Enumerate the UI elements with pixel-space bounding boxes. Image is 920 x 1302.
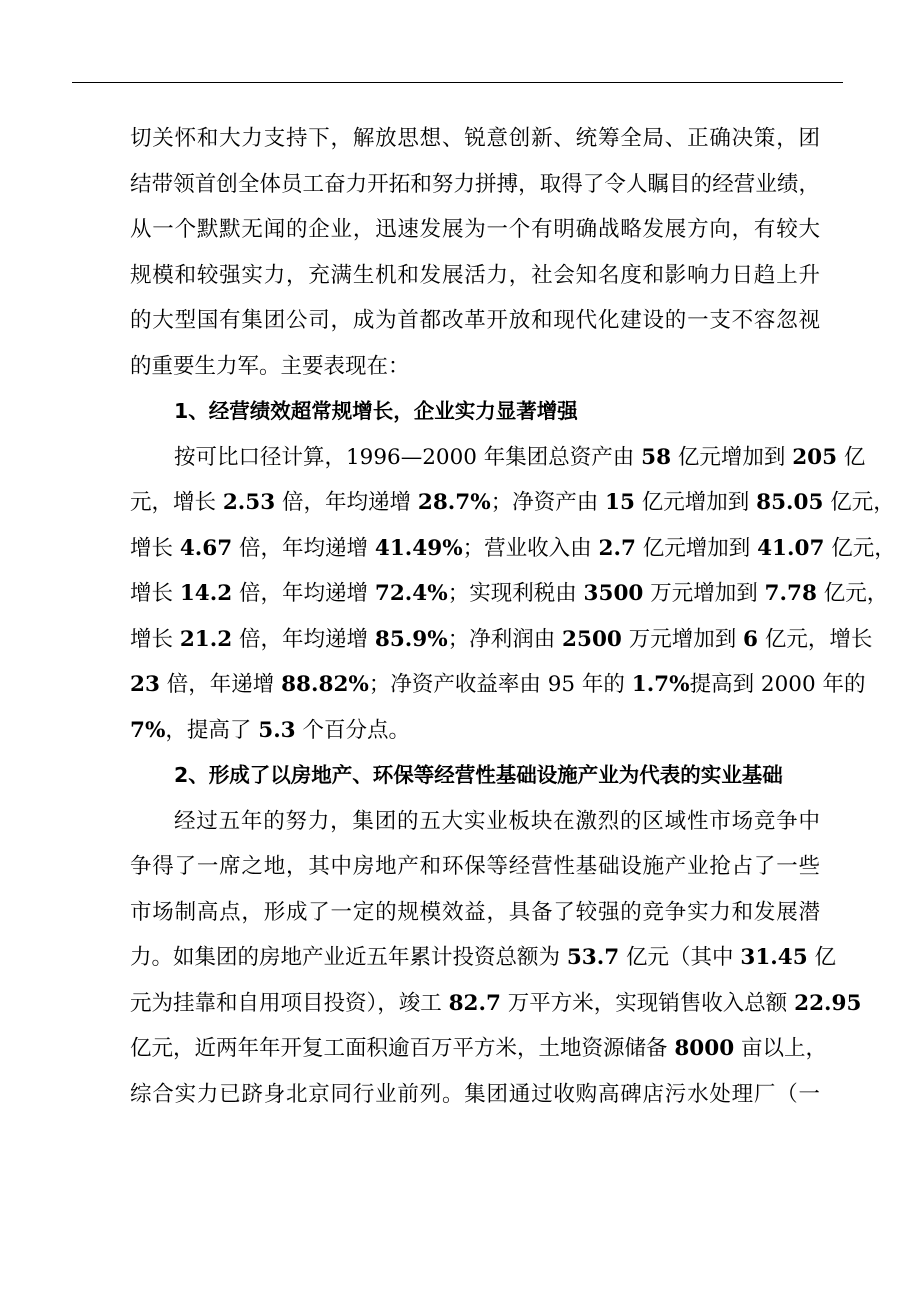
body-text xyxy=(130,116,896,1117)
text-line xyxy=(130,526,896,572)
bold-figure: 2.53 xyxy=(222,490,276,515)
text-line: 切关怀和大力支持下，解放思想、锐意创新、统筹全局、正确决策，团 xyxy=(130,126,820,151)
text-segment: 万平方米，实现销售收入总额 xyxy=(500,990,795,1016)
bold-figure: 22.95 xyxy=(794,990,862,1016)
text-segment: 增长 xyxy=(130,535,180,561)
text-segment: 倍，年均递增 xyxy=(232,535,375,561)
bold-figure: 205 xyxy=(792,444,838,470)
text-segment: 亿元，增长 xyxy=(758,626,873,652)
text-segment: 倍，年均递增 xyxy=(232,626,375,652)
text-line xyxy=(130,890,820,936)
text-segment: 市场制高点，形成了一定的规模效益，具备了较强的竞争实力和发展潜 xyxy=(130,899,820,925)
text-segment: 个百分点。 xyxy=(295,717,410,743)
text-line xyxy=(130,480,895,526)
text-segment: 亿元增加到 xyxy=(635,535,758,561)
bold-figure: 15 xyxy=(605,490,635,515)
text-line xyxy=(130,662,866,708)
bold-figure: 23 xyxy=(130,672,160,697)
bold-figure: 21.2 xyxy=(179,626,233,652)
text-segment: 亿元， xyxy=(824,535,896,561)
bold-figure: 2.7 xyxy=(598,535,636,561)
text-line xyxy=(130,708,820,754)
text-segment: 亿元（其中 xyxy=(619,945,741,970)
bold-figure: 5.3 xyxy=(258,717,296,743)
text-line xyxy=(130,571,889,617)
text-segment: ；净资产收益率由 95 年的 xyxy=(368,672,632,697)
text-line: 从一个默默无闻的企业，迅速发展为一个有明确战略发展方向，有较大 xyxy=(130,217,820,242)
text-line xyxy=(174,799,820,845)
text-segment: 亿元， xyxy=(816,581,889,606)
bold-figure: 58 xyxy=(641,444,672,470)
text-line xyxy=(130,844,820,890)
text-segment: 元为挂靠和自用项目投资），竣工 xyxy=(130,990,449,1016)
text-line xyxy=(130,981,862,1027)
bold-figure: 7.78 xyxy=(764,581,817,606)
bold-figure: 14.2 xyxy=(179,581,233,606)
text-segment: 亿元， xyxy=(823,490,895,515)
bold-figure: 41.07 xyxy=(757,535,825,561)
text-line: 的大型国有集团公司，成为首都改革开放和现代化建设的一支不容忽视 xyxy=(130,308,820,333)
text-segment: 万元增加到 xyxy=(621,626,744,652)
text-segment: 万元增加到 xyxy=(643,581,765,606)
text-segment: ；实现利税由 xyxy=(447,581,584,606)
text-segment: 增长 xyxy=(130,626,180,652)
bold-figure: 72.4% xyxy=(374,581,448,606)
text-line xyxy=(130,1026,828,1072)
text-segment: 倍，年递增 xyxy=(159,672,282,697)
text-segment: 倍，年均递增 xyxy=(232,581,375,606)
text-segment: 亿元，近两年年开复工面积逾百万平方米，土地资源储备 xyxy=(130,1036,675,1061)
text-segment: 元，增长 xyxy=(130,490,223,515)
text-segment: 综合实力已跻身北京同行业前列。集团通过收购高碑店污水处理厂（一 xyxy=(130,1081,820,1107)
section-heading-2: 2、形成了以房地产、环保等经营性基础设施产业为代表的实业基础 xyxy=(174,763,783,787)
text-segment: 亿元增加到 xyxy=(671,444,793,470)
bold-figure: 1.7% xyxy=(631,672,690,697)
text-line xyxy=(130,935,837,981)
bold-figure: 28.7% xyxy=(417,490,491,515)
bold-figure: 53.7 xyxy=(566,945,620,970)
bold-figure: 88.82% xyxy=(281,672,369,697)
text-segment: 亿 xyxy=(837,444,866,470)
header-rule xyxy=(72,82,843,83)
bold-figure: 4.67 xyxy=(179,535,233,561)
section-heading-1: 1、经营绩效超常规增长，企业实力显著增强 xyxy=(174,399,578,423)
text-line xyxy=(174,435,866,481)
text-segment: ；净资产由 xyxy=(490,490,606,515)
bold-figure: 41.49% xyxy=(374,535,463,561)
text-line xyxy=(130,617,873,663)
text-segment: 增长 xyxy=(130,581,180,606)
text-segment: 倍，年均递增 xyxy=(275,490,418,515)
bold-figure: 85.05 xyxy=(756,490,824,515)
bold-figure: 2500 xyxy=(562,626,622,652)
bold-figure: 6 xyxy=(743,626,759,652)
text-line: 结带领首创全体员工奋力开拓和努力拼搏，取得了令人瞩目的经营业绩， xyxy=(130,171,820,197)
bold-figure: 3500 xyxy=(583,581,644,606)
text-segment: 经过五年的努力，集团的五大实业板块在激烈的区域性市场竞争中 xyxy=(174,808,820,834)
text-segment: 力。如集团的房地产业近五年累计投资总额为 xyxy=(130,945,567,970)
bold-figure: 31.45 xyxy=(740,945,808,970)
text-segment: 按可比口径计算，1996—2000 年集团总资产由 xyxy=(174,444,642,470)
text-line: 规模和较强实力，充满生机和发展活力，社会知名度和影响力日趋上升 xyxy=(130,262,820,288)
text-segment: ；净利润由 xyxy=(447,626,563,652)
text-segment: ；营业收入由 xyxy=(462,535,599,561)
text-segment: 亿元增加到 xyxy=(634,490,757,515)
text-segment: 争得了一席之地，其中房地产和环保等经营性基础设施产业抢占了一些 xyxy=(130,854,820,879)
bold-figure: 8000 xyxy=(674,1036,735,1061)
text-line: 的重要生力军。主要表现在： xyxy=(130,353,410,379)
text-segment: ，提高了 xyxy=(165,717,259,743)
text-segment: 提高到 2000 年的 xyxy=(689,672,866,697)
text-line xyxy=(130,1072,820,1118)
bold-figure: 85.9% xyxy=(374,626,448,652)
text-segment: 亩以上， xyxy=(734,1036,828,1061)
bold-figure: 82.7 xyxy=(448,990,501,1016)
text-segment: 亿 xyxy=(807,945,837,970)
bold-figure: 7% xyxy=(130,717,166,743)
